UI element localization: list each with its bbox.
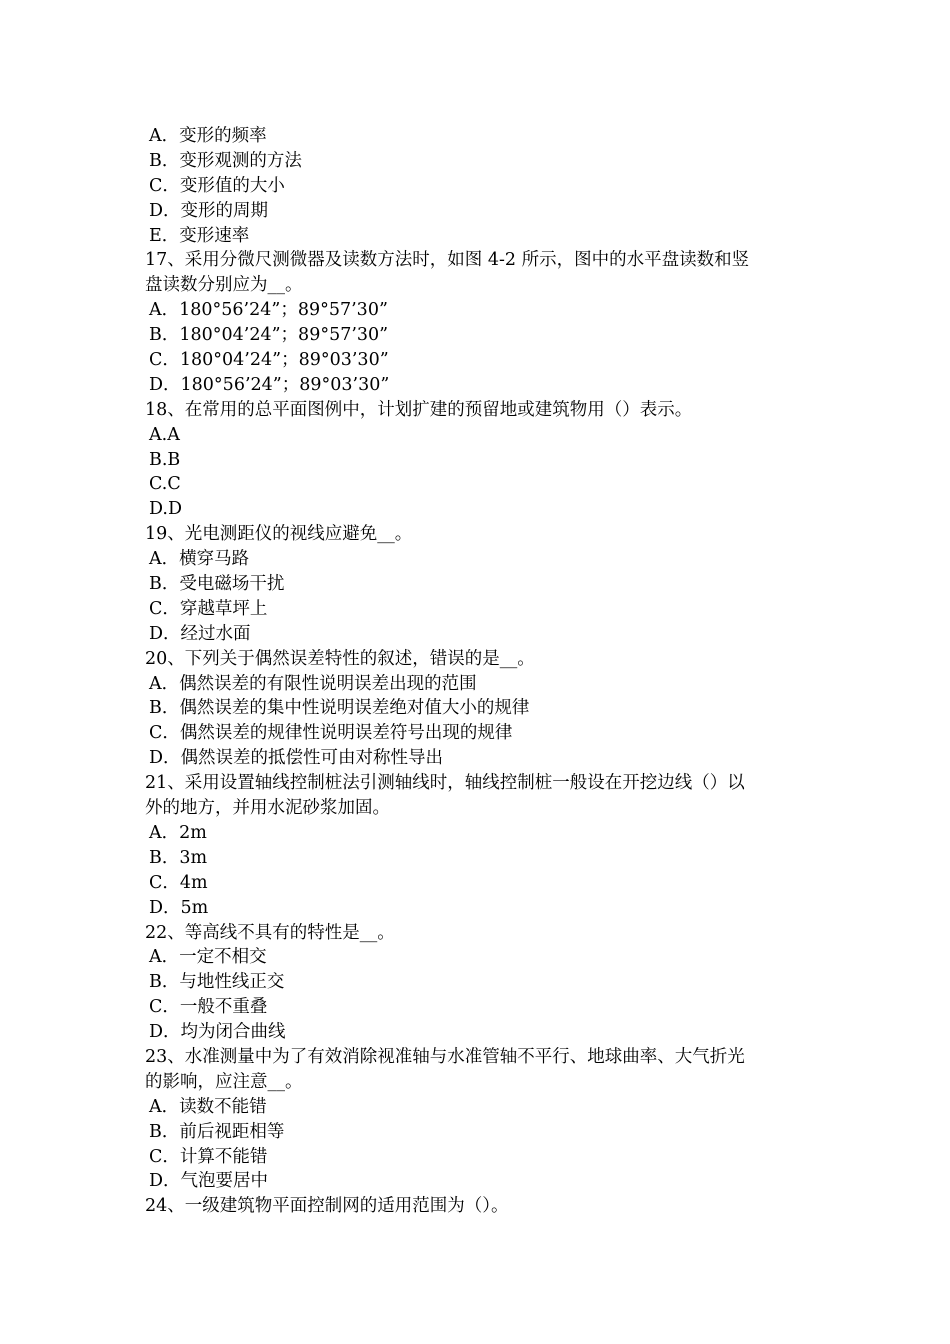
question-text: 23、水准测量中为了有效消除视准轴与水准管轴不平行、地球曲率、大气折光 [145,1046,745,1067]
answer-option: A．一定不相交 [149,947,267,968]
question-text: 19、光电测距仪的视线应避免__。 [145,524,413,545]
answer-option: B．受电磁场干扰 [149,574,285,595]
question-text: 22、等高线不具有的特性是__。 [145,922,395,943]
question-text: 的影响，应注意__。 [145,1071,303,1092]
answer-option: A．2m [149,822,207,843]
answer-option: A．横穿马路 [149,549,250,570]
answer-option: D．偶然误差的抵偿性可由对称性导出 [149,748,444,769]
answer-option: D．5m [149,897,209,918]
answer-option: A．读数不能错 [149,1096,267,1117]
answer-option: D．180°56’24”；89°03’30” [149,374,390,395]
answer-option: E．变形速率 [149,225,250,246]
answer-option: A．180°56’24”；89°57’30” [149,300,388,321]
question-text: 20、下列关于偶然误差特性的叙述，错误的是__。 [145,648,535,669]
answer-option: C．偶然误差的规律性说明误差符号出现的规律 [149,723,513,744]
answer-option: C．穿越草坪上 [149,598,268,619]
question-text: 24、一级建筑物平面控制网的适用范围为（）。 [145,1196,509,1217]
answer-option: B．变形观测的方法 [149,150,302,171]
question-text: 盘读数分别应为__。 [145,275,303,296]
document-body [145,124,810,1219]
answer-option: D．气泡要居中 [149,1171,269,1192]
answer-option: B．与地性线正交 [149,972,285,993]
answer-option: D．均为闭合曲线 [149,1022,286,1043]
answer-option: D.D [149,499,183,520]
answer-option: B．偶然误差的集中性说明误差绝对值大小的规律 [149,698,530,719]
answer-option: C．180°04’24”；89°03’30” [149,350,389,371]
question-text: 21、采用设置轴线控制桩法引测轴线时，轴线控制桩一般设在开挖边线（）以 [145,773,745,794]
answer-option: D．变形的周期 [149,200,269,221]
answer-option: C．4m [149,872,208,893]
answer-option: B．180°04’24”；89°57’30” [149,325,389,346]
answer-option: A．偶然误差的有限性说明误差出现的范围 [149,673,477,694]
question-text: 外的地方，并用水泥砂浆加固。 [145,798,390,819]
question-text: 18、在常用的总平面图例中，计划扩建的预留地或建筑物用（）表示。 [145,399,693,420]
answer-option: C．计算不能错 [149,1146,268,1167]
answer-option: C．一般不重叠 [149,997,268,1018]
answer-option: A．变形的频率 [149,126,267,146]
answer-option: A.A [149,424,180,445]
answer-option: B．前后视距相等 [149,1121,285,1142]
answer-option: C．变形值的大小 [149,175,285,196]
answer-option: D．经过水面 [149,623,251,644]
answer-option: B.B [149,449,181,470]
answer-option: C.C [149,474,181,495]
question-text: 17、采用分微尺测微器及读数方法时，如图 4-2 所示，图中的水平盘读数和竖 [145,250,750,271]
answer-option: B．3m [149,847,208,868]
